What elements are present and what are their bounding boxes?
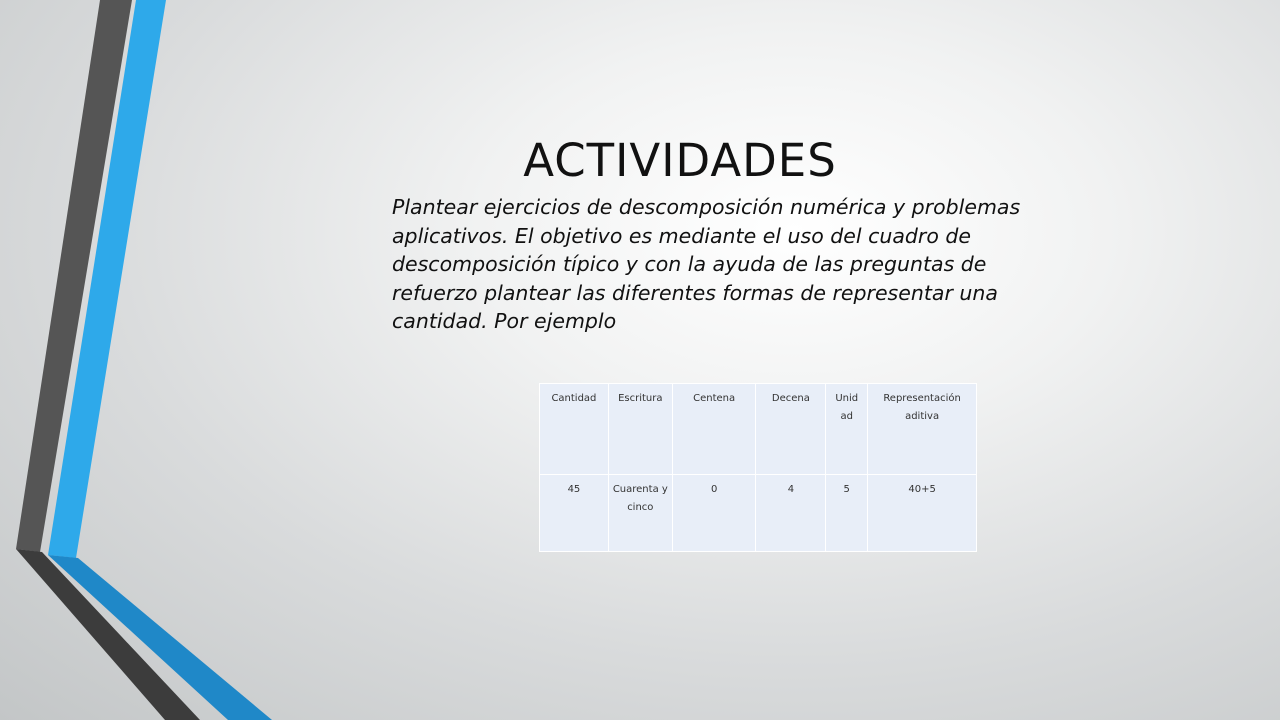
header-cantidad: Cantidad [540, 384, 609, 475]
table-row [540, 475, 977, 552]
header-centena: Centena [672, 384, 756, 475]
table-header-row [540, 384, 977, 475]
cell-decena: 4 [756, 475, 826, 552]
header-escritura: Escritura [608, 384, 672, 475]
cell-representacion-aditiva: 40+5 [868, 475, 977, 552]
dark-diagonal-stripe [16, 549, 200, 720]
header-representacion-aditiva: Representación aditiva [868, 384, 977, 475]
header-decena: Decena [756, 384, 826, 475]
cell-centena: 0 [672, 475, 756, 552]
cell-unidad: 5 [826, 475, 868, 552]
cell-escritura: Cuarenta y cinco [608, 475, 672, 552]
decomposition-table [539, 383, 977, 552]
cell-cantidad: 45 [540, 475, 609, 552]
slide-body-text: Plantear ejercicios de descomposición numérica y problemas aplicativos. El objetivo es mediante el uso del cuadro de descomposición típico y con la ayuda de las preguntas de refuerzo plantear las diferentes formas de representar una cantidad. Por ejemplo [392, 195, 1021, 333]
header-unidad: Unid ad [826, 384, 868, 475]
slide-title: ACTIVIDADES [523, 134, 837, 187]
